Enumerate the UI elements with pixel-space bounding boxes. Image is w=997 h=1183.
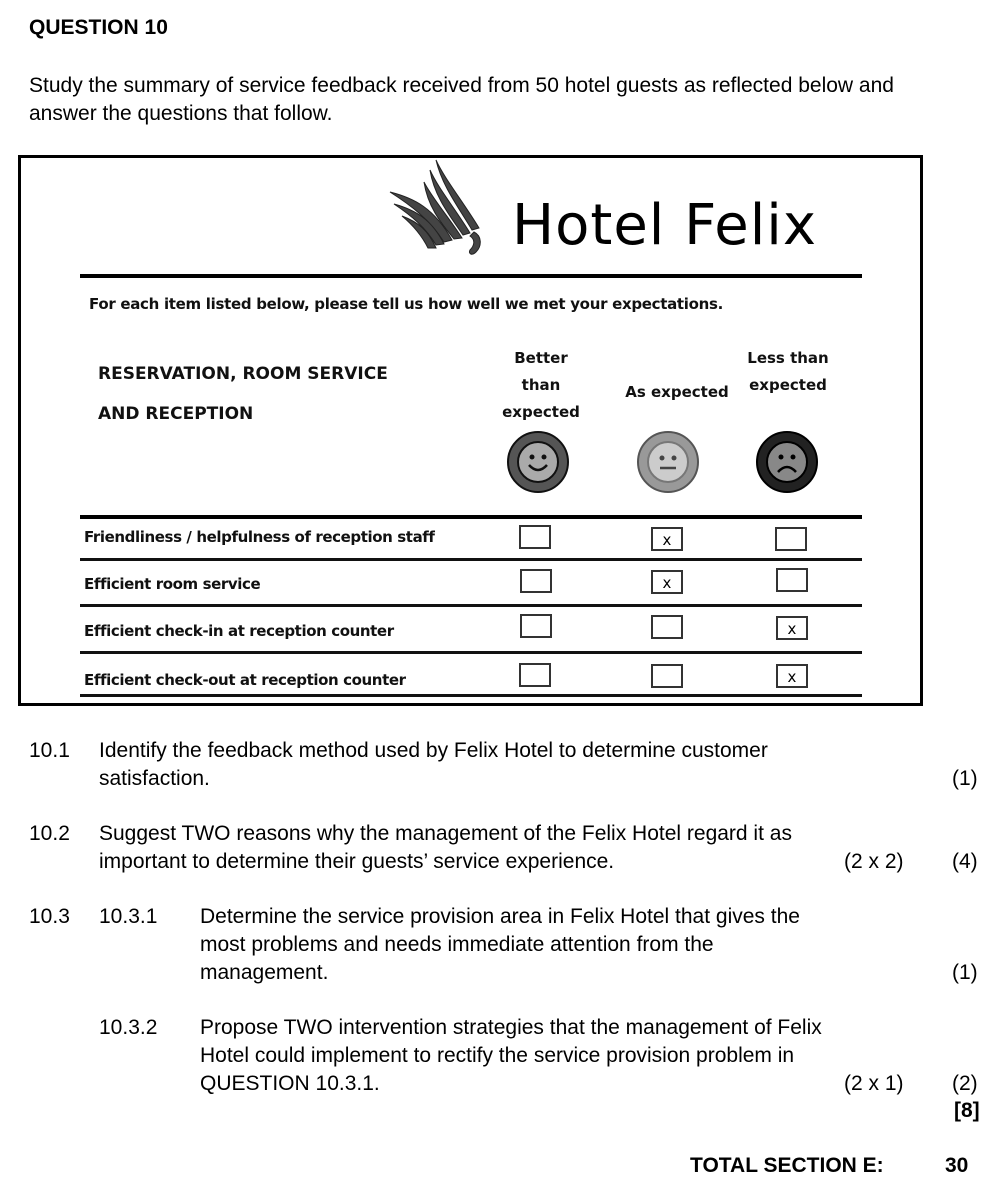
subquestion-text (200, 903, 800, 987)
checkbox-less[interactable] (776, 568, 808, 592)
subquestion-subnumber: 10.3.1 (99, 905, 158, 928)
checkbox-less[interactable]: x (776, 616, 808, 640)
subquestion-line: most problems and needs immediate attention from the (200, 933, 714, 956)
section-heading-line2: AND RECEPTION (98, 404, 254, 424)
subquestion-line: satisfaction. (99, 767, 210, 790)
question-heading: QUESTION 10 (29, 16, 168, 39)
subquestion-number: 10.3 (29, 905, 70, 928)
table-rule (80, 558, 862, 561)
subquestion-line: Identify the feedback method used by Felix Hotel to determine customer (99, 739, 768, 762)
row-label: Efficient check-in at reception counter (84, 622, 394, 640)
table-rule (80, 515, 862, 519)
subquestion-line: management. (200, 961, 329, 984)
subquestion-line: Suggest TWO reasons why the management of the Felix Hotel regard it as (99, 822, 792, 845)
column-header-better-line: expected (502, 403, 580, 421)
section-total-label: TOTAL SECTION E: (690, 1154, 884, 1177)
row-label: Efficient room service (84, 575, 261, 593)
neutral-face-icon (636, 430, 700, 494)
subquestion-subnumber: 10.3.2 (99, 1016, 158, 1039)
subquestion-line: Determine the service provision area in Felix Hotel that gives the (200, 905, 800, 928)
subquestion-line: QUESTION 10.3.1. (200, 1072, 380, 1095)
table-rule (80, 651, 862, 654)
mark-allocation: (2 x 1) (844, 1072, 904, 1095)
checkbox-better[interactable] (520, 569, 552, 593)
subquestion-line: Propose TWO intervention strategies that the management of Felix (200, 1016, 822, 1039)
column-header-as-expected-line: As expected (625, 383, 729, 401)
row-label: Efficient check-out at reception counter (84, 671, 406, 689)
marks: (1) (952, 961, 978, 984)
marks: (4) (952, 850, 978, 873)
column-header-better (486, 345, 596, 426)
checkbox-better[interactable] (519, 525, 551, 549)
checkbox-as-expected[interactable] (651, 664, 683, 688)
subquestion-line: Hotel could implement to rectify the service provision problem in (200, 1044, 795, 1067)
checkbox-as-expected[interactable] (651, 615, 683, 639)
question-intro: Study the summary of service feedback received from 50 hotel guests as reflected below and answer the questions that follow. (29, 74, 894, 125)
subquestion-text (99, 820, 792, 876)
marks: (1) (952, 767, 978, 790)
checkbox-less[interactable] (775, 527, 807, 551)
row-label: Friendliness / helpfulness of reception staff (84, 528, 435, 546)
column-header-as-expected (618, 379, 736, 406)
form-instruction: For each item listed below, please tell us how well we met your expectations. (89, 295, 724, 313)
column-header-better-line: than (521, 376, 561, 394)
sad-face-icon (755, 430, 819, 494)
checkbox-better[interactable] (520, 614, 552, 638)
table-rule (80, 604, 862, 607)
subquestion-number: 10.2 (29, 822, 70, 845)
subquestion-text (200, 1014, 822, 1098)
header-rule (80, 274, 862, 278)
happy-face-icon (506, 430, 570, 494)
column-header-less-line: expected (749, 376, 827, 394)
mark-allocation: (2 x 2) (844, 850, 904, 873)
section-heading-line1: RESERVATION, ROOM SERVICE (98, 364, 388, 384)
column-header-less-line: Less than (747, 349, 829, 367)
checkbox-as-expected[interactable]: x (651, 570, 683, 594)
checkbox-better[interactable] (519, 663, 551, 687)
column-header-better-line: Better (514, 349, 568, 367)
checkbox-less[interactable]: x (776, 664, 808, 688)
hotel-name: Hotel Felix (512, 193, 817, 258)
hotel-logo-icon (384, 158, 494, 258)
marks: (2) (952, 1072, 978, 1095)
section-total-value: 30 (945, 1154, 969, 1177)
checkbox-as-expected[interactable]: x (651, 527, 683, 551)
column-header-less (738, 345, 838, 399)
question-total: [8] (954, 1099, 980, 1122)
table-rule (80, 694, 862, 697)
subquestion-number: 10.1 (29, 739, 70, 762)
subquestion-text (99, 737, 768, 793)
subquestion-line: important to determine their guests’ service experience. (99, 850, 615, 873)
